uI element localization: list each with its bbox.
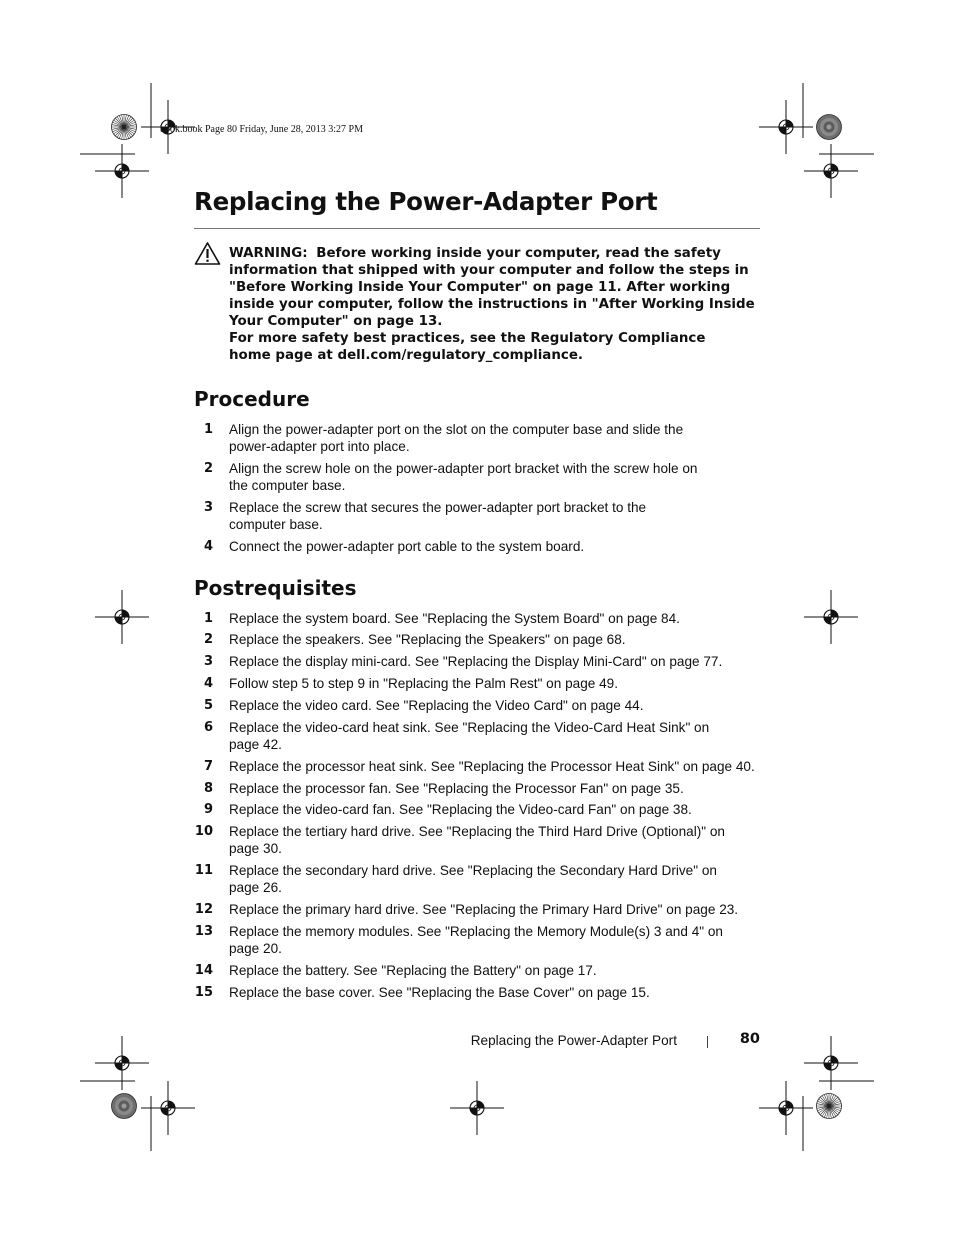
step-text xyxy=(229,780,789,797)
procedure-heading: Procedure xyxy=(194,387,310,411)
step-number: 3 xyxy=(203,500,213,515)
step-number: 2 xyxy=(203,632,213,647)
step-line: Replace the processor fan. See "Replacing the Processor Fan" on page 35. xyxy=(229,781,684,796)
step-line: Replace the base cover. See "Replacing the Base Cover" on page 15. xyxy=(229,985,650,1000)
step-line: Replace the video-card heat sink. See "Replacing the Video-Card Heat Sink" on xyxy=(229,720,710,735)
step-number: 7 xyxy=(203,759,213,774)
step-number: 9 xyxy=(203,802,213,817)
step-line: Replace the system board. See "Replacing the System Board" on page 84. xyxy=(229,611,680,626)
postrequisites-heading: Postrequisites xyxy=(194,576,357,600)
warning-block xyxy=(229,245,769,364)
step-line: page 26. xyxy=(229,880,282,896)
registration-mark-icon xyxy=(450,1081,504,1135)
color-target-icon xyxy=(817,115,842,140)
step-text xyxy=(229,499,789,534)
step-line: page 42. xyxy=(229,737,282,753)
registration-mark-icon xyxy=(804,144,858,198)
step-line: Replace the primary hard drive. See "Replacing the Primary Hard Drive" on page 23. xyxy=(229,902,739,917)
registration-mark-icon xyxy=(804,1036,858,1090)
step-text xyxy=(229,801,789,818)
registration-mark-icon xyxy=(95,1036,149,1090)
warning-text: Before working inside your computer, read the safety xyxy=(316,246,721,261)
warning-line: "Before Working Inside Your Computer" on page 11. After working xyxy=(229,280,731,295)
warning-line: Your Computer" on page 13. xyxy=(229,314,443,329)
color-target-icon xyxy=(112,1094,137,1119)
step-text xyxy=(229,962,789,979)
step-line: computer base. xyxy=(229,517,323,533)
step-text xyxy=(229,675,789,692)
step-line: Replace the video-card fan. See "Replacing the Video-card Fan" on page 38. xyxy=(229,802,692,817)
warning-line: home page at dell.com/regulatory_compliance. xyxy=(229,348,583,363)
step-number: 2 xyxy=(203,461,213,476)
registration-mark-icon xyxy=(141,1081,195,1135)
registration-mark-icon xyxy=(804,590,858,644)
step-line: Connect the power-adapter port cable to the system board. xyxy=(229,539,585,554)
title-rule xyxy=(194,228,760,229)
step-number: 13 xyxy=(194,924,213,939)
step-number: 5 xyxy=(203,698,213,713)
registration-mark-icon xyxy=(759,100,813,154)
step-line: page 20. xyxy=(229,941,282,957)
step-line: Replace the speakers. See "Replacing the Speakers" on page 68. xyxy=(229,632,626,647)
registration-mark-icon xyxy=(759,1081,813,1135)
step-line: Replace the processor heat sink. See "Replacing the Processor Heat Sink" on page 40. xyxy=(229,759,755,774)
step-number: 10 xyxy=(194,824,213,839)
registration-mark-icon xyxy=(95,590,149,644)
step-text xyxy=(229,862,789,897)
page-number: 80 xyxy=(739,1031,760,1047)
step-number: 14 xyxy=(194,963,213,978)
step-text xyxy=(229,719,789,754)
color-target-icon xyxy=(112,115,137,140)
step-text xyxy=(229,823,789,858)
step-number: 6 xyxy=(203,720,213,735)
warning-line: For more safety best practices, see the Regulatory Compliance xyxy=(229,331,706,346)
print-slug: book.book Page 80 Friday, June 28, 2013 3:27 PM xyxy=(160,124,363,135)
step-number: 8 xyxy=(203,781,213,796)
step-line: Replace the screw that secures the power-adapter port bracket to the xyxy=(229,500,647,515)
step-line: Replace the tertiary hard drive. See "Replacing the Third Hard Drive (Optional)" on xyxy=(229,824,725,839)
step-line: Replace the secondary hard drive. See "Replacing the Secondary Hard Drive" on xyxy=(229,863,717,878)
warning-line xyxy=(229,245,769,262)
footer-separator xyxy=(707,1036,708,1048)
step-line: Align the power-adapter port on the slot on the computer base and slide the xyxy=(229,422,684,437)
step-number: 12 xyxy=(194,902,213,917)
step-number: 1 xyxy=(203,611,213,626)
step-number: 4 xyxy=(203,539,213,554)
footer-title: Replacing the Power-Adapter Port xyxy=(470,1033,677,1048)
step-text xyxy=(229,697,789,714)
step-text xyxy=(229,460,789,495)
step-line: Replace the battery. See "Replacing the Battery" on page 17. xyxy=(229,963,597,978)
step-number: 15 xyxy=(194,985,213,1000)
step-line: Follow step 5 to step 9 in "Replacing the Palm Rest" on page 49. xyxy=(229,676,618,691)
step-text xyxy=(229,758,789,775)
page-title: Replacing the Power-Adapter Port xyxy=(194,187,658,216)
step-text xyxy=(229,901,789,918)
step-number: 11 xyxy=(194,863,213,878)
step-text xyxy=(229,984,789,1001)
step-line: Align the screw hole on the power-adapter port bracket with the screw hole on xyxy=(229,461,698,476)
step-number: 4 xyxy=(203,676,213,691)
step-text xyxy=(229,538,789,555)
warning-line: inside your computer, follow the instructions in "After Working Inside xyxy=(229,297,755,312)
step-text xyxy=(229,421,789,456)
color-target-icon xyxy=(817,1094,842,1119)
warning-line: information that shipped with your computer and follow the steps in xyxy=(229,263,749,278)
step-text xyxy=(229,610,789,627)
warning-label: WARNING: xyxy=(229,246,308,261)
step-number: 3 xyxy=(203,654,213,669)
warning-triangle-icon xyxy=(194,241,221,266)
step-text xyxy=(229,653,789,670)
step-line: Replace the video card. See "Replacing the Video Card" on page 44. xyxy=(229,698,644,713)
step-line: Replace the display mini-card. See "Replacing the Display Mini-Card" on page 77. xyxy=(229,654,723,669)
step-text xyxy=(229,631,789,648)
step-line: the computer base. xyxy=(229,478,346,494)
step-number: 1 xyxy=(203,422,213,437)
step-line: Replace the memory modules. See "Replacing the Memory Module(s) 3 and 4" on xyxy=(229,924,723,939)
step-line: power-adapter port into place. xyxy=(229,439,410,455)
registration-mark-icon xyxy=(95,144,149,198)
step-line: page 30. xyxy=(229,841,282,857)
step-text xyxy=(229,923,789,958)
